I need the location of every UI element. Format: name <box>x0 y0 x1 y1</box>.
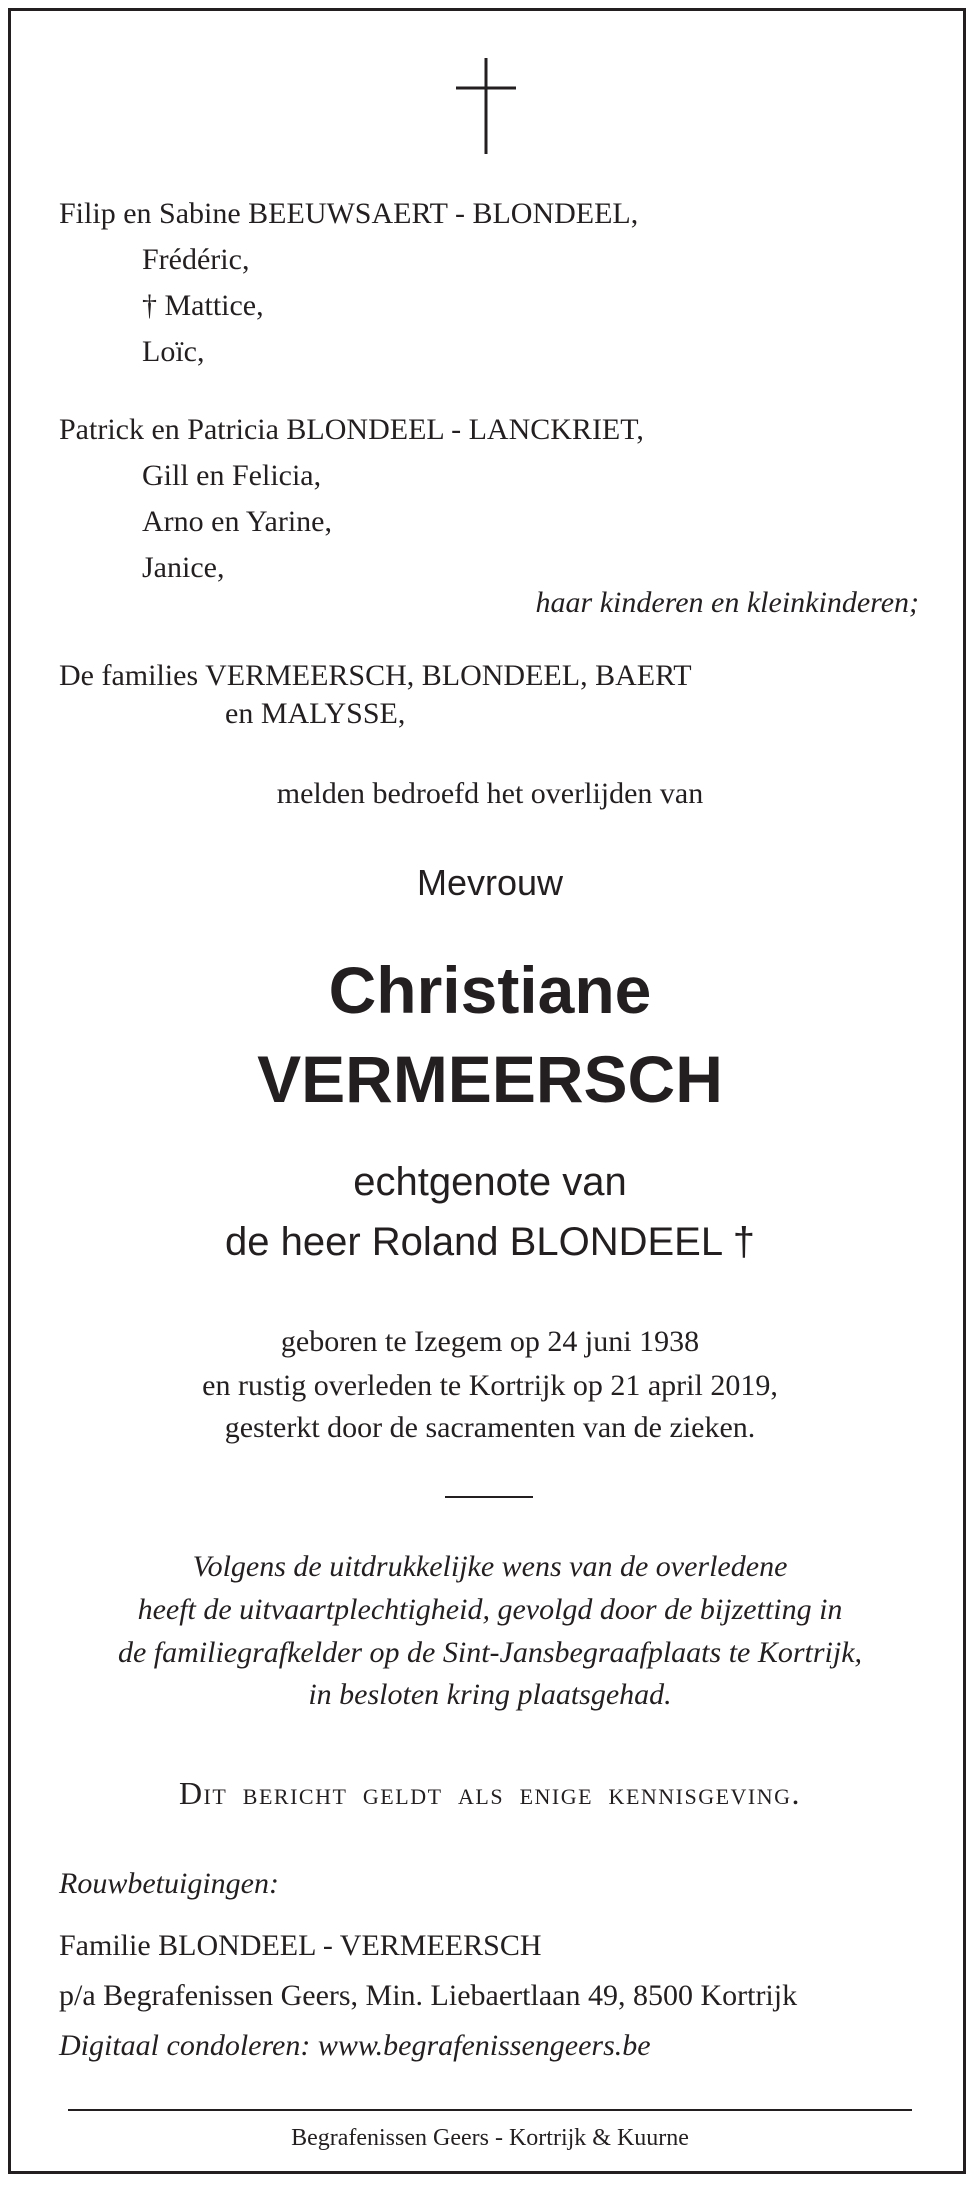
sole-notice: Dit bericht geldt als enige kennisgeving. <box>178 1775 802 1811</box>
salutation: Mevrouw <box>416 862 564 903</box>
family-1-child: † Mattice, <box>142 289 264 322</box>
footer-divider <box>68 2109 912 2111</box>
spouse-line-1: echtgenote van <box>353 1160 627 1204</box>
family-2-child: Gill en Felicia, <box>142 459 322 492</box>
family-1-child: Frédéric, <box>142 243 250 276</box>
family-2-parents: Patrick en Patricia BLONDEEL - LANCKRIET, <box>59 413 644 446</box>
spouse-line-2: de heer Roland BLONDEEL † <box>225 1220 755 1264</box>
condolences-label: Rouwbetuigingen: <box>59 1867 279 1900</box>
announcement: melden bedroefd het overlijden van <box>276 777 704 810</box>
wish-line: Volgens de uitdrukkelijke wens van de overledene <box>192 1550 788 1583</box>
deceased-first-name: Christiane <box>328 953 652 1027</box>
family-1-parents: Filip en Sabine BEEUWSAERT - BLONDEEL, <box>59 197 639 230</box>
relation-caption: haar kinderen en kleinkinderen; <box>535 586 919 619</box>
contact-address: p/a Begrafenissen Geers, Min. Liebaertlaan 49, 8500 Kortrijk <box>59 1979 798 2012</box>
families-line-2: en MALYSSE, <box>225 697 406 730</box>
family-2-child: Janice, <box>142 551 225 584</box>
footer-funeral-home: Begrafenissen Geers - Kortrijk & Kuurne <box>291 2125 689 2151</box>
death-line: en rustig overleden te Kortrijk op 21 april 2019, <box>202 1369 778 1402</box>
wish-line: in besloten kring plaatsgehad. <box>308 1678 672 1711</box>
birth-line: geboren te Izegem op 24 juni 1938 <box>280 1325 700 1358</box>
digital-condolences: Digitaal condoleren: www.begrafenissengeers.be <box>59 2029 651 2062</box>
sacraments-line: gesterkt door de sacramenten van de zieken. <box>224 1411 756 1444</box>
families-line-1: De families VERMEERSCH, BLONDEEL, BAERT <box>59 659 692 692</box>
short-divider <box>445 1496 533 1498</box>
deceased-surname: VERMEERSCH <box>257 1042 723 1116</box>
wish-line: heeft de uitvaartplechtigheid, gevolgd door de bijzetting in <box>137 1593 843 1626</box>
cross-icon <box>456 58 516 154</box>
family-2-child: Arno en Yarine, <box>142 505 332 538</box>
wish-line: de familiegrafkelder op de Sint-Jansbegraafplaats te Kortrijk, <box>117 1636 863 1669</box>
family-1-child: Loïc, <box>142 335 205 368</box>
contact-name: Familie BLONDEEL - VERMEERSCH <box>59 1929 542 1962</box>
